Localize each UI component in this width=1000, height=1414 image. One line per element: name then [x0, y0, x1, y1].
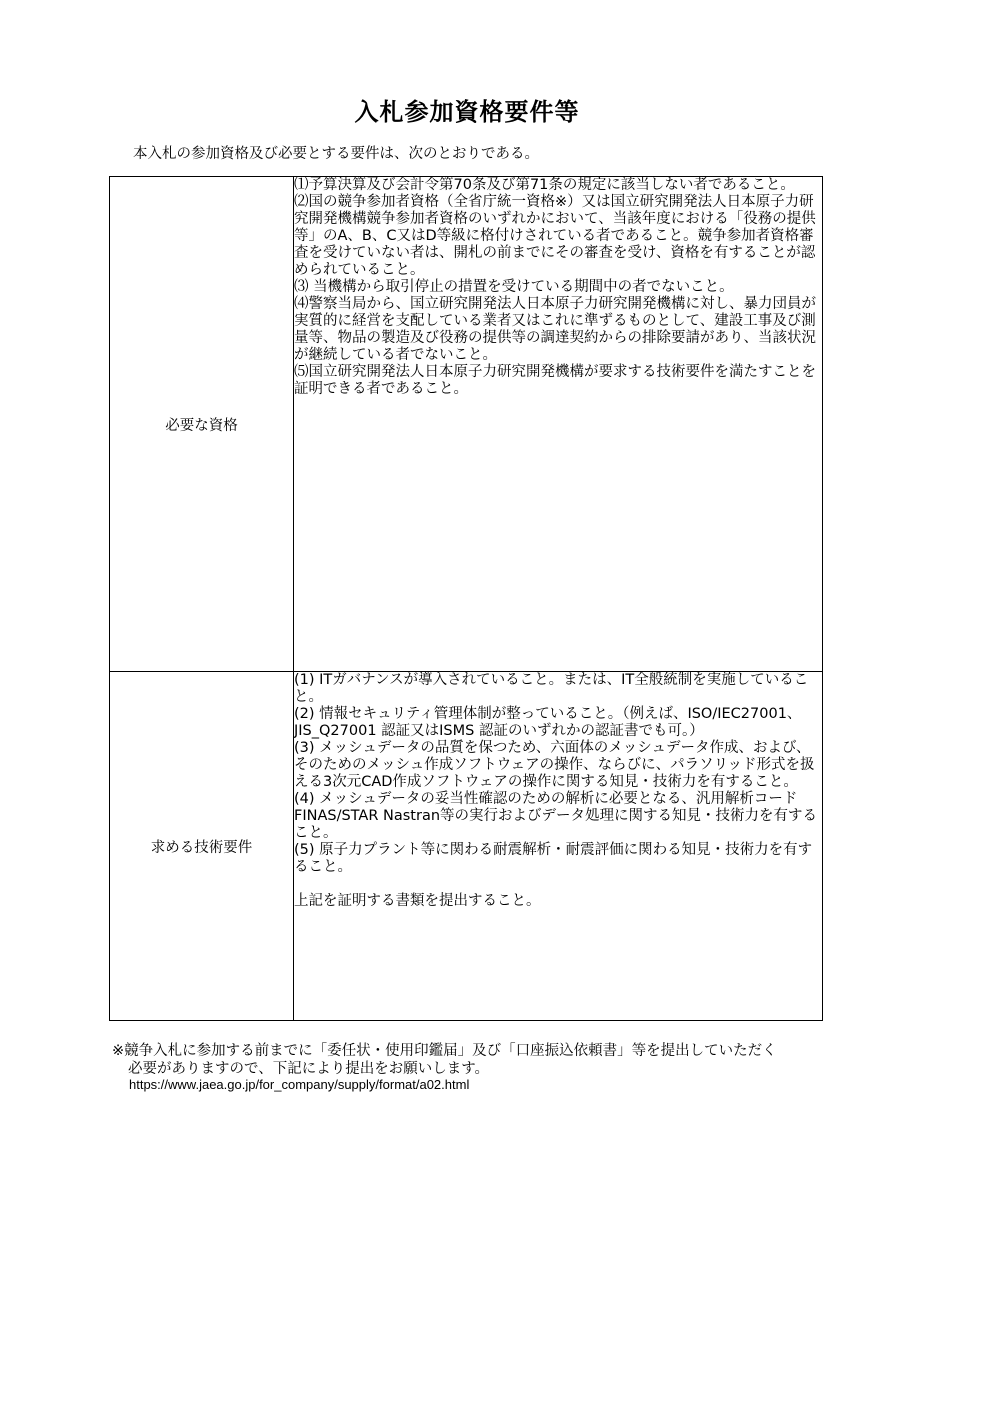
footnote-line-2: 必要がありますので、下記により提出をお願いします。 [128, 1061, 490, 1077]
list-item: (5) 原子力プラント等に関わる耐震解析・耐震評価に関わる知見・技術力を有すること。 [294, 842, 813, 875]
intro-text: 本入札の参加資格及び必要とする要件は、次のとおりである。 [133, 146, 539, 162]
list-item: ⑷警察当局から、国立研究開発法人日本原子力研究開発機構に対し、暴力団員が実質的に経営を支配している業者又はこれに準ずるものとして、建設工事及び測量等、物品の製造及び役務の提供等の調達契約からの排除要請があり、当該状況が継続している者でないこと。 [294, 296, 816, 363]
list-item: (2) 情報セキュリティ管理体制が整っていること。（例えば、ISO/IEC27001、JIS_Q27001 認証又はISMS 認証のいずれかの認証書でも可。） [294, 706, 802, 739]
footnote-line-1: ※競争入札に参加する前までに「委任状・使用印鑑届」及び「口座振込依頼書」等を提出していただく [112, 1043, 777, 1059]
footnote [112, 1042, 832, 1078]
list-item: ⑵国の競争参加者資格（全省庁統一資格※）又は国立研究開発法人日本原子力研究開発機構競争参加者資格のいずれかにおいて、当該年度における「役務の提供等」のA、B、C又はD等級に格付けされている者であること。競争参加者資格審査を受けていない者は、開札の前までにその審査を受け、資格を有することが認められていること。 [294, 194, 816, 278]
list-item: ⑴予算決算及び会計令第70条及び第71条の規定に該当しない者であること。 [294, 177, 795, 193]
list-item: ⑸国立研究開発法人日本原子力研究開発機構が要求する技術要件を満たすことを証明できる者であること。 [294, 364, 816, 397]
list-item: (1) ITガバナンスが導入されていること。または、IT全般統制を実施していること。 [294, 672, 809, 705]
page-title: 入札参加資格要件等 [354, 98, 580, 126]
footer-note: 上記を証明する書類を提出すること。 [294, 893, 541, 909]
footnote-url[interactable]: https://www.jaea.go.jp/for_company/supply/format/a02.html [129, 1077, 470, 1092]
table-row [110, 177, 823, 672]
spacer [294, 876, 822, 893]
list-item: (4) メッシュデータの妥当性確認のための解析に必要となる、汎用解析コードFINAS/STAR Nastran等の実行およびデータ処理に関する知見・技術力を有すること。 [294, 791, 818, 841]
qualifications-content [294, 177, 823, 672]
table-row [110, 672, 823, 1021]
list-item: ⑶ 当機構から取引停止の措置を受けている期間中の者でないこと。 [294, 279, 734, 295]
list-item: (3) メッシュデータの品質を保つため、六面体のメッシュデータ作成、および、そのためのメッシュ作成ソフトウェアの操作、ならびに、パラソリッド形式を扱える3次元CAD作成ソフトウェアの操作に関する知見・技術力を有すること。 [294, 740, 815, 790]
row-label-technical-requirements: 求める技術要件 [110, 672, 294, 1021]
requirements-table [109, 176, 823, 1021]
row-label-qualifications: 必要な資格 [110, 177, 294, 672]
technical-requirements-content [294, 672, 823, 1021]
